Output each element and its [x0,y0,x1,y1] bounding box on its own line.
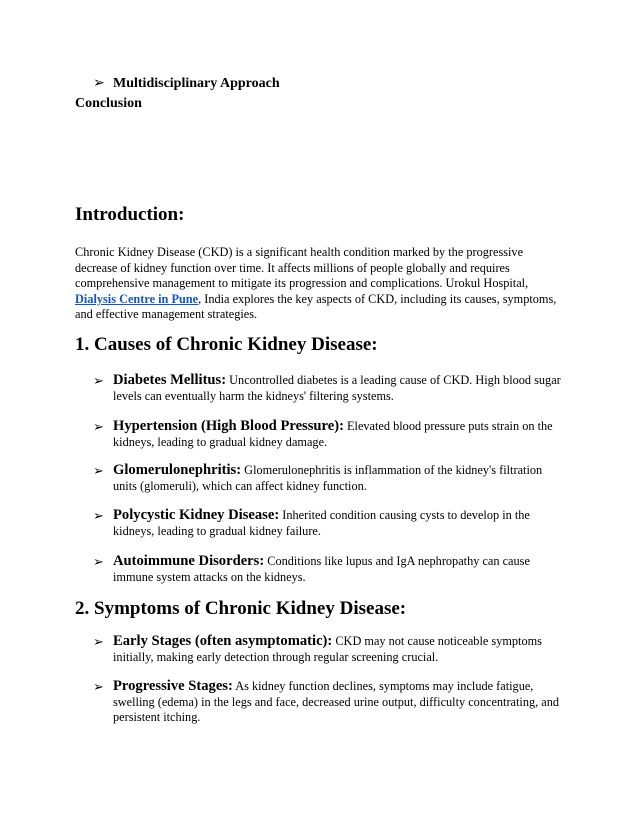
causes-heading: 1. Causes of Chronic Kidney Disease: [75,334,378,355]
arrow-bullet-icon: ➢ [93,76,105,91]
introduction-paragraph [75,245,565,323]
list-item [93,554,563,585]
list-item [93,463,563,494]
arrow-bullet-icon: ➢ [93,634,104,649]
list-item [93,419,563,450]
toc-item-conclusion: Conclusion [75,96,142,111]
list-item-text: Elevated blood pressure puts strain on the kidneys, leading to gradual kidney damage. [113,419,553,449]
list-item-text: Inherited condition causing cysts to develop in the kidneys, leading to gradual kidney failure. [113,508,530,538]
arrow-bullet-icon: ➢ [93,508,104,523]
symptoms-heading: 2. Symptoms of Chronic Kidney Disease: [75,598,407,619]
list-item-text: CKD may not cause noticeable symptoms initially, making early detection through regular screening crucial. [113,634,542,664]
list-item-text: Uncontrolled diabetes is a leading cause of CKD. High blood sugar levels can eventually harm the kidneys' filtering systems. [113,373,561,403]
arrow-bullet-icon: ➢ [93,679,104,694]
toc-item-label: Multidisciplinary Approach [113,76,280,91]
intro-text-after-link: , India explores the key aspects of CKD, including its causes, symptoms, and effective management strategies. [75,291,557,322]
arrow-bullet-icon: ➢ [93,373,104,388]
dialysis-centre-link[interactable]: Dialysis Centre in Pune [75,291,199,306]
list-item-lead: Diabetes Mellitus: [113,372,227,388]
list-item-text: Glomerulonephritis is inflammation of the kidney's filtration units (glomeruli), which can affect kidney function. [113,463,543,493]
list-item-text: As kidney function declines, symptoms may include fatigue, swelling (edema) in the legs and face, decreased urine output, difficulty concentrating, and persistent itching. [113,679,560,725]
list-item-lead: Hypertension (High Blood Pressure): [113,418,344,434]
list-item-text: Conditions like lupus and IgA nephropathy can cause immune system attacks on the kidneys. [113,554,530,584]
arrow-bullet-icon: ➢ [93,554,104,569]
list-item-lead: Glomerulonephritis: [113,462,242,478]
arrow-bullet-icon: ➢ [93,463,104,478]
introduction-heading: Introduction: [75,204,185,225]
toc-item-multidisciplinary [93,75,280,93]
list-item-lead: Early Stages (often asymptomatic): [113,633,333,649]
list-item-lead: Autoimmune Disorders: [113,553,265,569]
list-item [93,373,563,404]
list-item [93,634,563,665]
list-item-lead: Polycystic Kidney Disease: [113,507,280,523]
list-item [93,508,563,539]
intro-text-before-link: Chronic Kidney Disease (CKD) is a significant health condition marked by the progressive decrease of kidney function over time. It affects millions of people globally and requires comprehensive management to mitigate its progression and complications. Urokul Hospital, [75,245,529,291]
arrow-bullet-icon: ➢ [93,419,104,434]
list-item [93,679,563,726]
list-item-lead: Progressive Stages: [113,678,233,694]
